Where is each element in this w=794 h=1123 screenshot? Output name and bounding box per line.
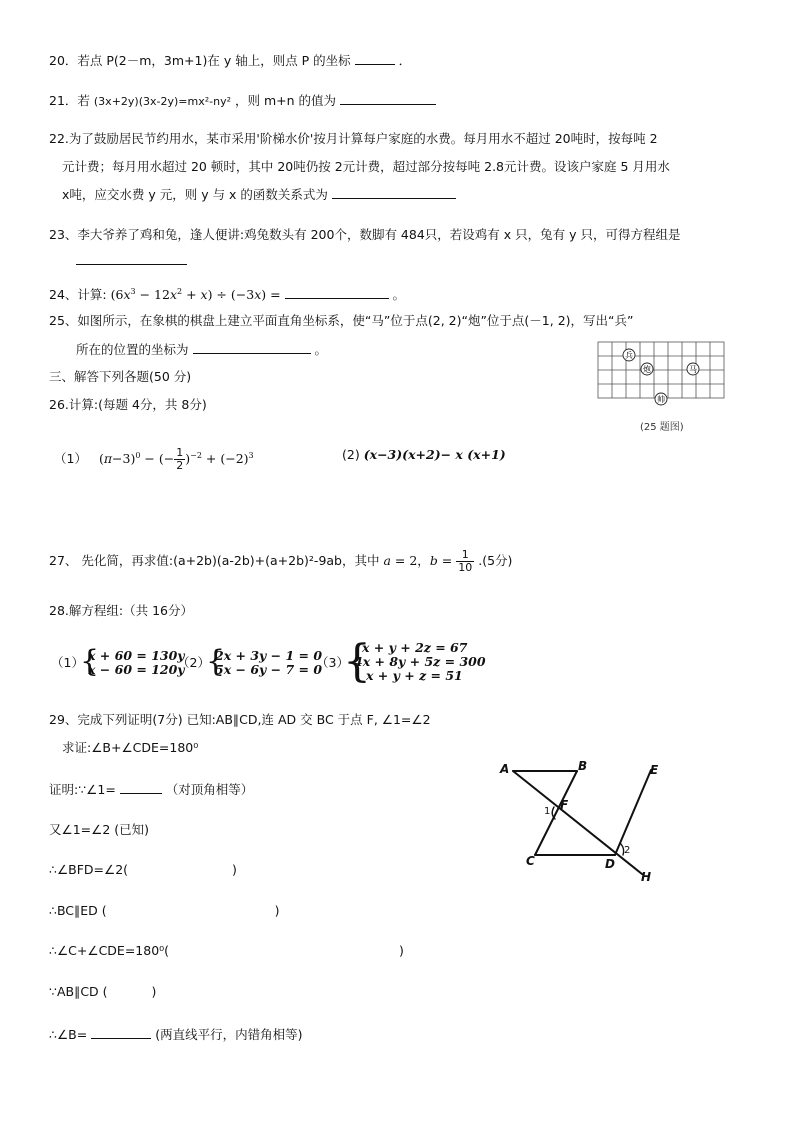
q29-step6-a: ∵AB∥CD (: [49, 984, 108, 999]
q29-step5-a: ∴∠C+∠CDE=180⁰(: [49, 943, 170, 958]
q29-step3: [49, 862, 237, 878]
q25-tail: 。: [314, 342, 327, 357]
piece-bing: [623, 349, 635, 361]
piece-ma: [687, 363, 699, 375]
q25-figure-caption: (25 题图): [640, 422, 684, 433]
q22-line3: [62, 186, 456, 203]
q27-fraction: $\frac{1}{10}$: [458, 548, 473, 574]
label-c: C: [526, 854, 535, 868]
segment-de: [615, 770, 651, 855]
q25-line2-text: 所在的位置的坐标为: [76, 342, 189, 357]
q25-answer-blank[interactable]: [193, 341, 311, 354]
q24-answer-blank[interactable]: [285, 286, 389, 299]
q22-answer-blank[interactable]: [332, 186, 456, 199]
q29-title: 29、完成下列证明(7分) 已知:AB∥CD,连 AD 交 BC 于点 F, ∠1=∠2: [49, 712, 431, 727]
q29-geometry-figure: [497, 760, 667, 885]
q21: [49, 92, 436, 110]
chessboard-figure: [597, 339, 729, 411]
q29-step5-b: ): [399, 943, 404, 958]
label-f: F: [560, 798, 569, 812]
q29-step7-blank[interactable]: [91, 1026, 151, 1039]
q26-part2-label: (2): [342, 447, 360, 462]
q23-line1: 23、李大爷养了鸡和兔，逢人便讲:鸡兔数头有 200个，数脚有 484只，若设鸡有 x 只，兔有 y 只，可得方程组是: [49, 227, 681, 242]
piece-shuai-label: 帅: [657, 395, 665, 404]
q28-sys2-eq1: 2x + 3y − 1 = 0: [215, 648, 323, 663]
q29-step5: [49, 943, 404, 959]
q29-step1-a: 证明:∵∠1=: [49, 782, 116, 797]
q21-expr: (3x+2y)(3x-2y)=mx²-ny²: [93, 95, 231, 108]
q28-title: 28.解方程组:（共 16分）: [49, 603, 193, 618]
segment-bc: [535, 771, 577, 855]
q27-prefix: 27、 先化简，再求值:(a+2b)(a-2b)+(a+2b)²-9ab，其中: [49, 553, 380, 568]
q25-line2: [76, 341, 327, 358]
piece-bing-label: 兵: [625, 351, 633, 360]
q20-text: 20．若点 P(2－m，3m+1)在 y 轴上，则点 P 的坐标: [49, 53, 351, 68]
label-angle-2: 2: [624, 845, 631, 856]
q23-answer-line: [76, 252, 187, 269]
q27-tail: .(5分): [478, 553, 513, 568]
q28-sys2-brace: {: [206, 644, 226, 679]
piece-shuai: [655, 393, 667, 405]
q20-tail: ．: [398, 53, 412, 68]
q28-sys3-eq1: x + y + 2z = 67: [362, 640, 468, 655]
q24: [49, 284, 405, 303]
q26-part2: [342, 447, 506, 463]
q29-step1-blank[interactable]: [120, 781, 162, 794]
q26-part1-label: （1）: [54, 451, 87, 466]
q28-sys1-eq2: x − 60 = 120y: [88, 662, 185, 677]
q29-step7-b: (两直线平行，内错角相等): [155, 1027, 303, 1042]
q29-step7: [49, 1026, 302, 1043]
q21-prefix: 21．若: [49, 93, 90, 108]
label-d: D: [605, 857, 615, 871]
label-h: H: [641, 870, 652, 884]
q28-sys3-eq2: 4x + 8y + 5z = 300: [354, 654, 486, 669]
q28-sys2-eq2: 5x − 6y − 7 = 0: [215, 662, 323, 677]
q21-answer-blank[interactable]: [340, 92, 436, 105]
q29-step3-b: ): [232, 862, 237, 877]
q29-step1: [49, 781, 253, 798]
q28-sys3-eq3: x + y + z = 51: [366, 668, 463, 683]
q29-step1-b: （对顶角相等）: [165, 782, 254, 797]
q24-tail: 。: [392, 287, 406, 303]
q29-step2: 又∠1=∠2 (已知): [49, 822, 150, 837]
q29-step4: [49, 903, 280, 919]
q28-part1-label: （1）: [51, 655, 84, 670]
q20-answer-blank[interactable]: [355, 52, 395, 65]
q29-step6-b: ): [151, 984, 157, 999]
q21-tail: ，则 m+n 的值为: [234, 93, 337, 108]
q26-title: 26.计算:(每题 4分，共 8分): [49, 397, 207, 412]
q22-line2: 元计费；每月用水超过 20 顿时，其中 20吨仍按 2元计费，超过部分按每吨 2.8元计费。设该户家庭 5 月用水: [62, 159, 670, 174]
piece-pao-label: 炮: [643, 365, 651, 374]
label-a: A: [500, 762, 510, 776]
q25-line1: 25、如图所示，在象棋的棋盘上建立平面直角坐标系，使“马”位于点(2, 2)“炮”位于点(－1, 2)，写出“兵”: [49, 313, 634, 328]
q29-step4-a: ∴BC∥ED (: [49, 903, 107, 918]
q22-line3-text: x吨，应交水费 y 元，则 y 与 x 的函数关系式为: [62, 187, 328, 202]
q29-step3-a: ∴∠BFD=∠2(: [49, 862, 129, 877]
q28-sys1-brace: {: [80, 644, 100, 679]
q26-part2-expression: (x−3)(x+2)− x (x+1): [363, 447, 506, 462]
q23-answer-blank[interactable]: [76, 252, 187, 265]
q29-step4-b: ): [274, 903, 280, 918]
q26-part1: （1） $(\pi-3)^0$ − (− $\frac{1}{2}$ )$^{-2} + (-2)^3$: [54, 446, 254, 472]
label-b: B: [578, 760, 588, 773]
q27: [49, 549, 512, 574]
q24-expression: $(6x^3 - 12x^2 + x) \div (-3x)$ =: [110, 287, 281, 303]
q24-prefix: 24、计算:: [49, 287, 107, 303]
piece-ma-label: 马: [689, 365, 697, 374]
piece-pao: [641, 363, 653, 375]
q26-fraction: $\frac{1}{2}$: [176, 446, 184, 472]
q28-sys1-eq1: x + 60 = 130y: [88, 648, 185, 663]
q28-part3-label: （3）: [316, 655, 349, 670]
label-e: E: [650, 763, 659, 777]
q27-values: a = 2，b =: [383, 553, 457, 568]
q29-prove: 求证:∠B+∠CDE=180⁰: [62, 740, 199, 755]
q20: [49, 52, 411, 69]
q29-step7-a: ∴∠B=: [49, 1027, 88, 1042]
section-3-heading: 三、解答下列各题(50 分): [49, 369, 192, 384]
q22-line1: 22.为了鼓励居民节约用水，某市采用'阶梯水价'按月计算每户家庭的水费。每月用水不超过 20吨时，按每吨 2: [49, 131, 658, 146]
q26-part1-expression: $(\pi-3)^0$ − (−: [98, 450, 175, 466]
q29-step6: [49, 984, 156, 1000]
q28-part2-label: （2）: [177, 655, 210, 670]
label-angle-1: 1: [544, 806, 551, 817]
q28-sys3-brace: {: [343, 636, 371, 687]
